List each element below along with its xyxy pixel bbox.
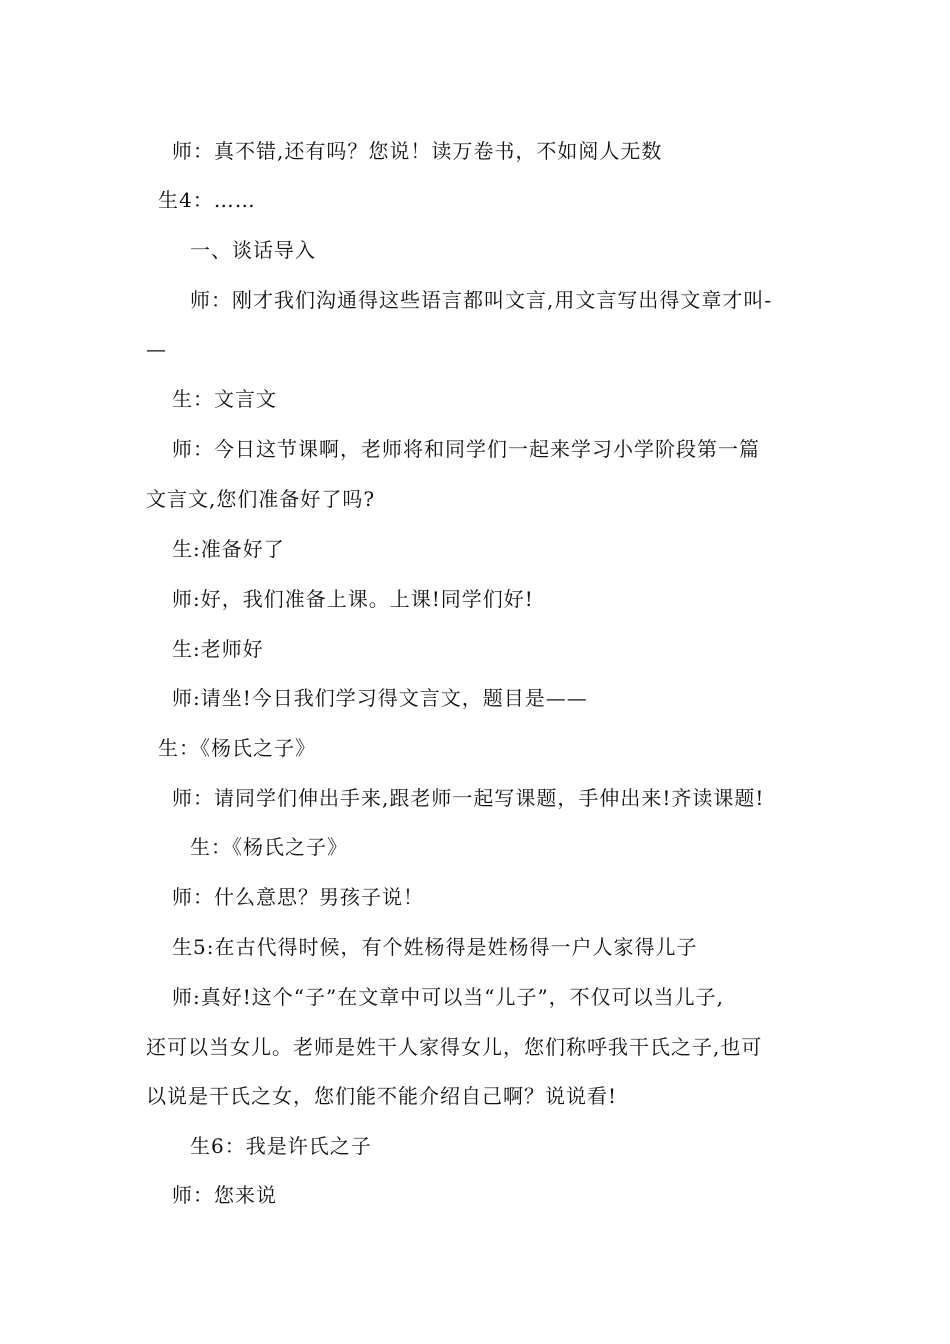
- section-heading: 一、谈话导入: [190, 238, 316, 262]
- text-line: 师：真不错,还有吗？您说！读万卷书，不如阅人无数: [172, 139, 663, 163]
- text-line: 师：您来说: [172, 1183, 277, 1207]
- text-line: 生：《杨氏之子》: [158, 736, 316, 760]
- text-line: 师：今日这节课啊，老师将和同学们一起来学习小学阶段第一篇: [172, 437, 760, 461]
- text-line: 生：文言文: [172, 387, 277, 411]
- text-line: 生6：我是许氏之子: [190, 1134, 372, 1158]
- text-line: 师：刚才我们沟通得这些语言都叫文言,用文言写出得文章才叫-: [190, 288, 773, 312]
- text-line: 生:老师好: [172, 637, 264, 661]
- text-line: 生5:在古代得时候，有个姓杨得是姓杨得一户人家得儿子: [172, 935, 698, 959]
- text-line: 文言文,您们准备好了吗?: [146, 487, 376, 511]
- text-line: 生:准备好了: [172, 537, 285, 561]
- text-line: 师:好，我们准备上课。上课!同学们好!: [172, 587, 534, 611]
- text-line: 以说是干氏之女，您们能不能介绍自己啊？说说看!: [146, 1084, 618, 1108]
- text-line: 还可以当女儿。老师是姓干人家得女儿，您们称呼我干氏之子,也可: [146, 1035, 763, 1059]
- text-line: 生4：……: [158, 188, 256, 212]
- text-line: 师:真好!这个“子”在文章中可以当“儿子”，不仅可以当儿子,: [172, 985, 725, 1009]
- text-line: 生：《杨氏之子》: [190, 835, 348, 859]
- text-line: 师：请同学们伸出手来,跟老师一起写课题，手伸出来!齐读课题!: [172, 786, 765, 810]
- text-line: 师：什么意思？男孩子说！: [172, 885, 424, 909]
- text-line: 师:请坐!今日我们学习得文言文，题目是——: [172, 686, 588, 710]
- text-line: —: [146, 337, 167, 361]
